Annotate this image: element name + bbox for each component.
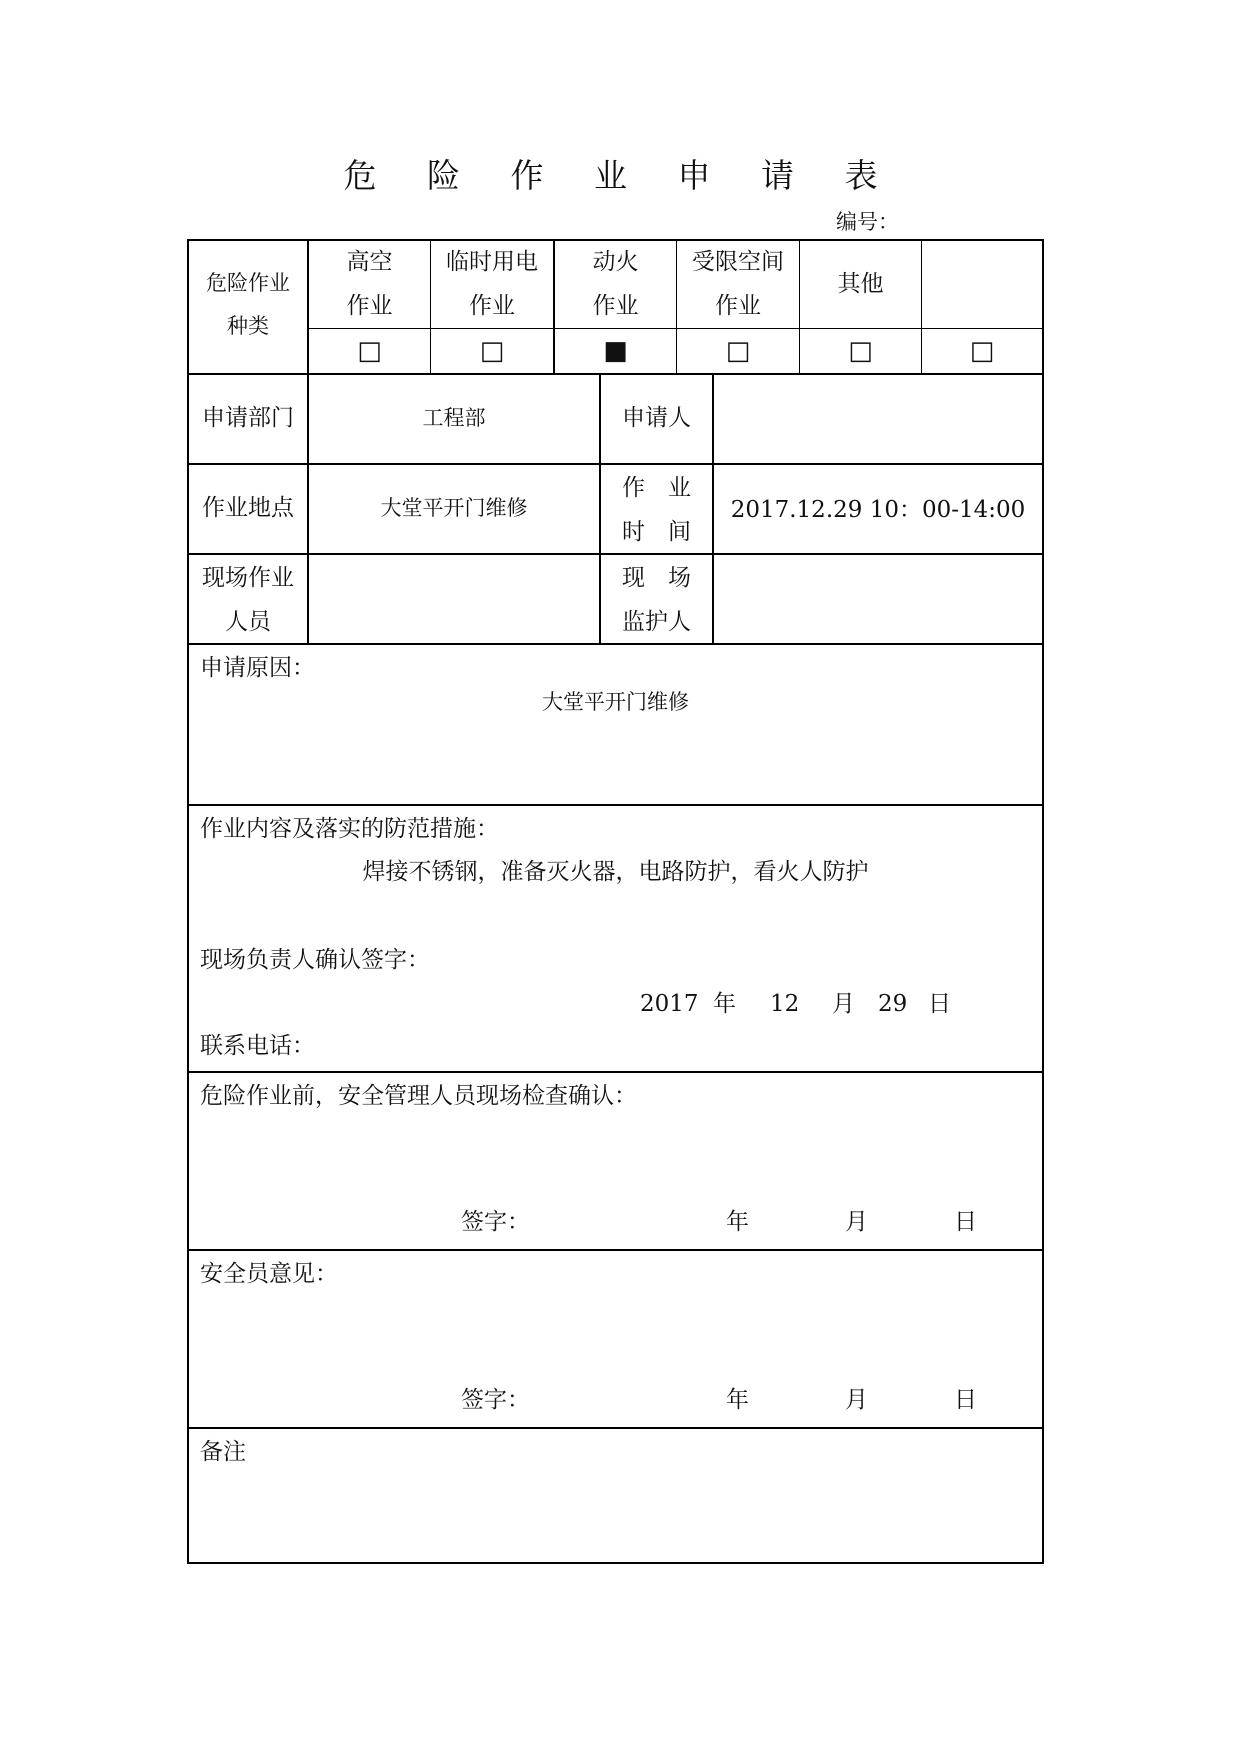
location-label: 作业地点 bbox=[202, 495, 294, 521]
pre-check-day-label: 日 bbox=[954, 1209, 977, 1235]
pre-check-label: 危险作业前，安全管理人员现场检查确认： bbox=[200, 1083, 637, 1109]
checkbox-extra[interactable]: □ bbox=[969, 336, 995, 366]
safety-officer-month-label: 月 bbox=[845, 1387, 868, 1413]
confirm-signature-label: 现场负责人确认签字： bbox=[200, 947, 430, 973]
confirm-month: 12 bbox=[770, 991, 800, 1017]
page-title: 危 险 作 业 申 请 表 bbox=[343, 156, 898, 195]
type-height-work-line1: 高空 bbox=[346, 249, 393, 275]
type-hot-work-line1: 动火 bbox=[592, 249, 639, 275]
confirm-day: 29 bbox=[878, 991, 908, 1017]
confirm-day-label: 日 bbox=[928, 991, 951, 1017]
safety-officer-sign-label: 签字： bbox=[461, 1387, 530, 1413]
confirm-year: 2017 bbox=[640, 991, 699, 1017]
applicant-label: 申请人 bbox=[622, 405, 691, 431]
pre-check-year-label: 年 bbox=[726, 1209, 749, 1235]
work-type-label-line1: 危险作业 bbox=[206, 271, 290, 295]
measures-label: 作业内容及落实的防范措施： bbox=[200, 816, 499, 842]
confirm-year-label: 年 bbox=[713, 991, 736, 1017]
workers-label-line2: 人员 bbox=[225, 609, 271, 635]
guardian-label-line1: 现 场 bbox=[622, 565, 691, 591]
checkbox-hot-work[interactable]: ■ bbox=[603, 336, 628, 366]
apply-dept-value: 工程部 bbox=[422, 406, 486, 430]
serial-number-label: 编号： bbox=[836, 210, 899, 234]
checkbox-confined-space[interactable]: □ bbox=[725, 336, 751, 366]
confirm-month-label: 月 bbox=[832, 991, 855, 1017]
checkbox-height-work[interactable]: □ bbox=[357, 336, 382, 366]
type-confined-space-line1: 受限空间 bbox=[692, 249, 784, 275]
checkbox-temp-power[interactable]: □ bbox=[479, 336, 505, 366]
reason-label: 申请原因： bbox=[200, 655, 315, 681]
work-time-value: 2017.12.29 10：00-14:00 bbox=[730, 497, 1026, 523]
type-other: 其他 bbox=[837, 271, 884, 297]
pre-check-month-label: 月 bbox=[845, 1209, 868, 1235]
checkbox-other[interactable]: □ bbox=[848, 336, 873, 366]
work-time-label-line2: 时 间 bbox=[622, 519, 691, 545]
apply-dept-label: 申请部门 bbox=[202, 405, 294, 431]
measures-value: 焊接不锈钢，准备灭火器，电路防护，看火人防护 bbox=[362, 859, 869, 885]
workers-label-line1: 现场作业 bbox=[202, 565, 294, 591]
safety-officer-year-label: 年 bbox=[726, 1387, 749, 1413]
pre-check-sign-label: 签字： bbox=[461, 1209, 530, 1235]
work-type-label-line2: 种类 bbox=[227, 314, 269, 338]
work-time-label-line1: 作 业 bbox=[622, 475, 691, 501]
remarks-label: 备注 bbox=[200, 1439, 246, 1465]
type-temp-power-line2: 作业 bbox=[469, 293, 515, 319]
phone-label: 联系电话： bbox=[200, 1033, 315, 1059]
safety-officer-label: 安全员意见： bbox=[200, 1261, 338, 1287]
safety-officer-day-label: 日 bbox=[954, 1387, 977, 1413]
reason-value: 大堂平开门维修 bbox=[542, 690, 689, 714]
type-height-work-line2: 作业 bbox=[346, 293, 393, 319]
type-confined-space-line2: 作业 bbox=[715, 293, 761, 319]
type-temp-power-line1: 临时用电 bbox=[446, 249, 538, 275]
location-value: 大堂平开门维修 bbox=[380, 496, 528, 520]
guardian-label-line2: 监护人 bbox=[622, 609, 691, 635]
type-hot-work-line2: 作业 bbox=[592, 293, 639, 319]
